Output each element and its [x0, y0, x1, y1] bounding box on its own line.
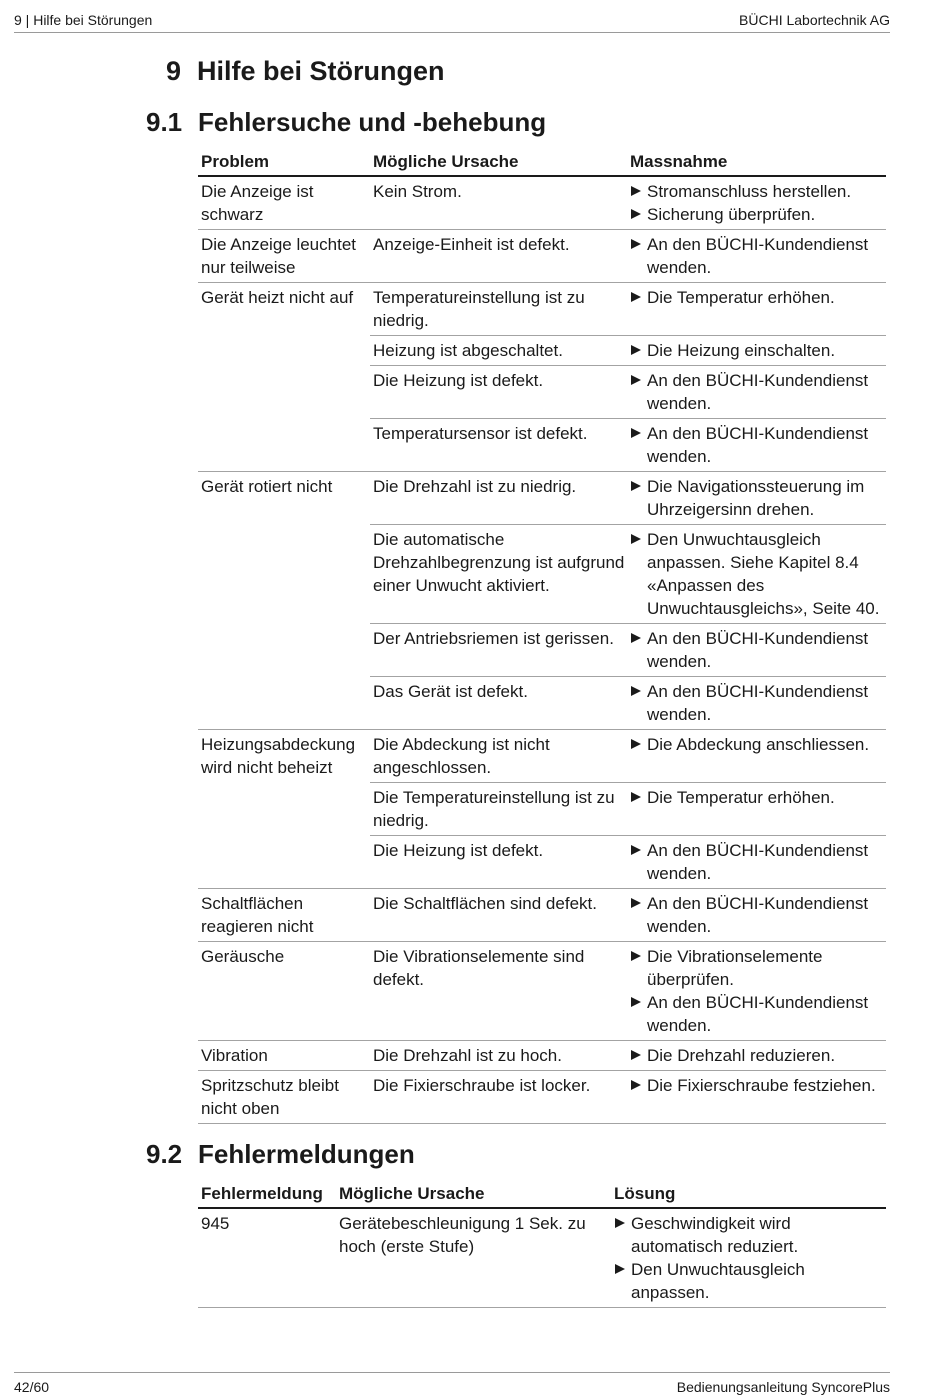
section-number: 9.1: [146, 107, 183, 137]
problem-cell: Gerät rotiert nicht: [198, 472, 370, 525]
table-row: [198, 336, 886, 366]
page-number: 42/60: [14, 1379, 50, 1395]
table-row: [198, 1208, 886, 1308]
action-item: Geschwindigkeit wird automatisch reduziert.: [614, 1212, 884, 1258]
action-list: [630, 1044, 884, 1067]
action-item: Die Drehzahl reduzieren.: [630, 1044, 884, 1067]
column-header-error-message: Fehlermeldung: [198, 1182, 336, 1208]
action-item: Die Vibrationselemente überprüfen.: [630, 945, 884, 991]
action-list: [630, 233, 884, 279]
cause-cell: Die Schaltflächen sind defekt.: [370, 889, 627, 942]
cause-cell: Heizung ist abgeschaltet.: [370, 336, 627, 366]
error-code-cell: 945: [198, 1208, 336, 1308]
action-item: An den BÜCHI-Kundendienst wenden.: [630, 991, 884, 1037]
chapter-title: Hilfe bei Störungen: [197, 56, 445, 86]
table-row: [198, 419, 886, 472]
cause-cell: Die Drehzahl ist zu hoch.: [370, 1041, 627, 1071]
action-list: [630, 369, 884, 415]
action-cell: [627, 283, 886, 336]
problem-cell: [198, 366, 370, 419]
action-list: [630, 680, 884, 726]
table-row: [198, 942, 886, 1041]
table-row: [198, 472, 886, 525]
action-list: [630, 1074, 884, 1097]
action-cell: [627, 889, 886, 942]
problem-cell: [198, 525, 370, 624]
action-item: An den BÜCHI-Kundendienst wenden.: [630, 680, 884, 726]
action-item: Die Temperatur erhöhen.: [630, 786, 884, 809]
action-list: [614, 1212, 884, 1304]
action-item: An den BÜCHI-Kundendienst wenden.: [630, 627, 884, 673]
problem-cell: [198, 783, 370, 836]
page-footer: [14, 1372, 890, 1395]
action-list: [630, 839, 884, 885]
section-title: Fehlermeldungen: [198, 1139, 415, 1169]
problem-cell: Die Anzeige leuchtet nur teilweise: [198, 230, 370, 283]
cause-cell: Die Vibrationselemente sind defekt.: [370, 942, 627, 1041]
table-row: [198, 677, 886, 730]
action-cell: [627, 525, 886, 624]
problem-cell: Schaltflächen reagieren nicht: [198, 889, 370, 942]
cause-cell: Die Heizung ist defekt.: [370, 366, 627, 419]
table-row: [198, 783, 886, 836]
table-row: [198, 283, 886, 336]
action-list: [630, 422, 884, 468]
action-cell: [627, 336, 886, 366]
cause-cell: Die Temperatureinstellung ist zu niedrig.: [370, 783, 627, 836]
problem-cell: [198, 836, 370, 889]
action-cell: [627, 1041, 886, 1071]
action-list: [630, 180, 884, 226]
problem-cell: Gerät heizt nicht auf: [198, 283, 370, 336]
table-row: [198, 624, 886, 677]
action-item: An den BÜCHI-Kundendienst wenden.: [630, 233, 884, 279]
cause-cell: Das Gerät ist defekt.: [370, 677, 627, 730]
column-header-cause: Mögliche Ursache: [336, 1182, 611, 1208]
action-list: [630, 892, 884, 938]
action-cell: [627, 230, 886, 283]
cause-cell: Temperatureinstellung ist zu niedrig.: [370, 283, 627, 336]
action-cell: [627, 366, 886, 419]
action-item: Den Unwuchtausgleich anpassen. Siehe Kapitel 8.4 «Anpassen des Unwuchtausgleichs», Seite 40.: [630, 528, 884, 620]
table-row: [198, 836, 886, 889]
cause-cell: Gerätebeschleunigung 1 Sek. zu hoch (erste Stufe): [336, 1208, 611, 1308]
problem-cell: [198, 419, 370, 472]
cause-cell: Der Antriebsriemen ist gerissen.: [370, 624, 627, 677]
action-cell: [627, 419, 886, 472]
action-item: Den Unwuchtausgleich anpassen.: [614, 1258, 884, 1304]
problem-cell: Geräusche: [198, 942, 370, 1041]
section-heading-error-messages: [146, 1139, 415, 1170]
running-header-chapter: 9 | Hilfe bei Störungen: [14, 12, 153, 28]
error-messages-table: [198, 1182, 886, 1308]
action-item: An den BÜCHI-Kundendienst wenden.: [630, 892, 884, 938]
action-item: An den BÜCHI-Kundendienst wenden.: [630, 422, 884, 468]
action-list: [630, 528, 884, 620]
cause-cell: Die Heizung ist defekt.: [370, 836, 627, 889]
action-cell: [627, 472, 886, 525]
action-list: [630, 475, 884, 521]
problem-cell: [198, 677, 370, 730]
cause-cell: Kein Strom.: [370, 176, 627, 230]
cause-cell: Die Abdeckung ist nicht angeschlossen.: [370, 730, 627, 783]
table-row: [198, 176, 886, 230]
table-row: [198, 366, 886, 419]
problem-cell: [198, 336, 370, 366]
action-item: Die Fixierschraube festziehen.: [630, 1074, 884, 1097]
action-list: [630, 733, 884, 756]
action-item: An den BÜCHI-Kundendienst wenden.: [630, 369, 884, 415]
action-cell: [627, 783, 886, 836]
problem-cell: Spritzschutz bleibt nicht oben: [198, 1071, 370, 1124]
action-list: [630, 945, 884, 1037]
action-cell: [627, 942, 886, 1041]
cause-cell: Die automatische Drehzahlbegrenzung ist aufgrund einer Unwucht aktiviert.: [370, 525, 627, 624]
chapter-number: 9: [166, 56, 182, 86]
action-list: [630, 286, 884, 309]
problem-cell: [198, 624, 370, 677]
table-header-row: [198, 150, 886, 176]
table-row: [198, 525, 886, 624]
problem-cell: Vibration: [198, 1041, 370, 1071]
action-list: [630, 786, 884, 809]
action-list: [630, 627, 884, 673]
action-item: An den BÜCHI-Kundendienst wenden.: [630, 839, 884, 885]
table-row: [198, 1071, 886, 1124]
section-number: 9.2: [146, 1139, 183, 1169]
action-cell: [627, 677, 886, 730]
column-header-problem: Problem: [198, 150, 370, 176]
cause-cell: Anzeige-Einheit ist defekt.: [370, 230, 627, 283]
section-title: Fehlersuche und -behebung: [198, 107, 547, 137]
document-title: Bedienungsanleitung SyncorePlus: [676, 1379, 890, 1395]
table-row: [198, 230, 886, 283]
action-cell: [627, 1071, 886, 1124]
action-cell: [627, 624, 886, 677]
chapter-heading: [166, 56, 445, 87]
action-item: Die Heizung einschalten.: [630, 339, 884, 362]
cause-cell: Die Drehzahl ist zu niedrig.: [370, 472, 627, 525]
action-cell: [627, 836, 886, 889]
table-row: [198, 730, 886, 783]
action-item: Stromanschluss herstellen.: [630, 180, 884, 203]
running-header-company: BÜCHI Labortechnik AG: [739, 12, 890, 28]
cause-cell: Die Fixierschraube ist locker.: [370, 1071, 627, 1124]
page-header: [14, 8, 890, 33]
problem-cell: Heizungsabdeckung wird nicht beheizt: [198, 730, 370, 783]
action-cell: [611, 1208, 886, 1308]
column-header-action: Massnahme: [627, 150, 886, 176]
action-item: Die Temperatur erhöhen.: [630, 286, 884, 309]
action-item: Die Abdeckung anschliessen.: [630, 733, 884, 756]
action-item: Sicherung überprüfen.: [630, 203, 884, 226]
problem-cell: Die Anzeige ist schwarz: [198, 176, 370, 230]
table-row: [198, 1041, 886, 1071]
column-header-solution: Lösung: [611, 1182, 886, 1208]
section-heading-troubleshooting: [146, 107, 546, 138]
table-row: [198, 889, 886, 942]
action-cell: [627, 176, 886, 230]
troubleshooting-table: [198, 150, 886, 1124]
table-header-row: [198, 1182, 886, 1208]
column-header-cause: Mögliche Ursache: [370, 150, 627, 176]
action-list: [630, 339, 884, 362]
action-item: Die Navigationssteuerung im Uhrzeigersinn drehen.: [630, 475, 884, 521]
action-cell: [627, 730, 886, 783]
cause-cell: Temperatursensor ist defekt.: [370, 419, 627, 472]
